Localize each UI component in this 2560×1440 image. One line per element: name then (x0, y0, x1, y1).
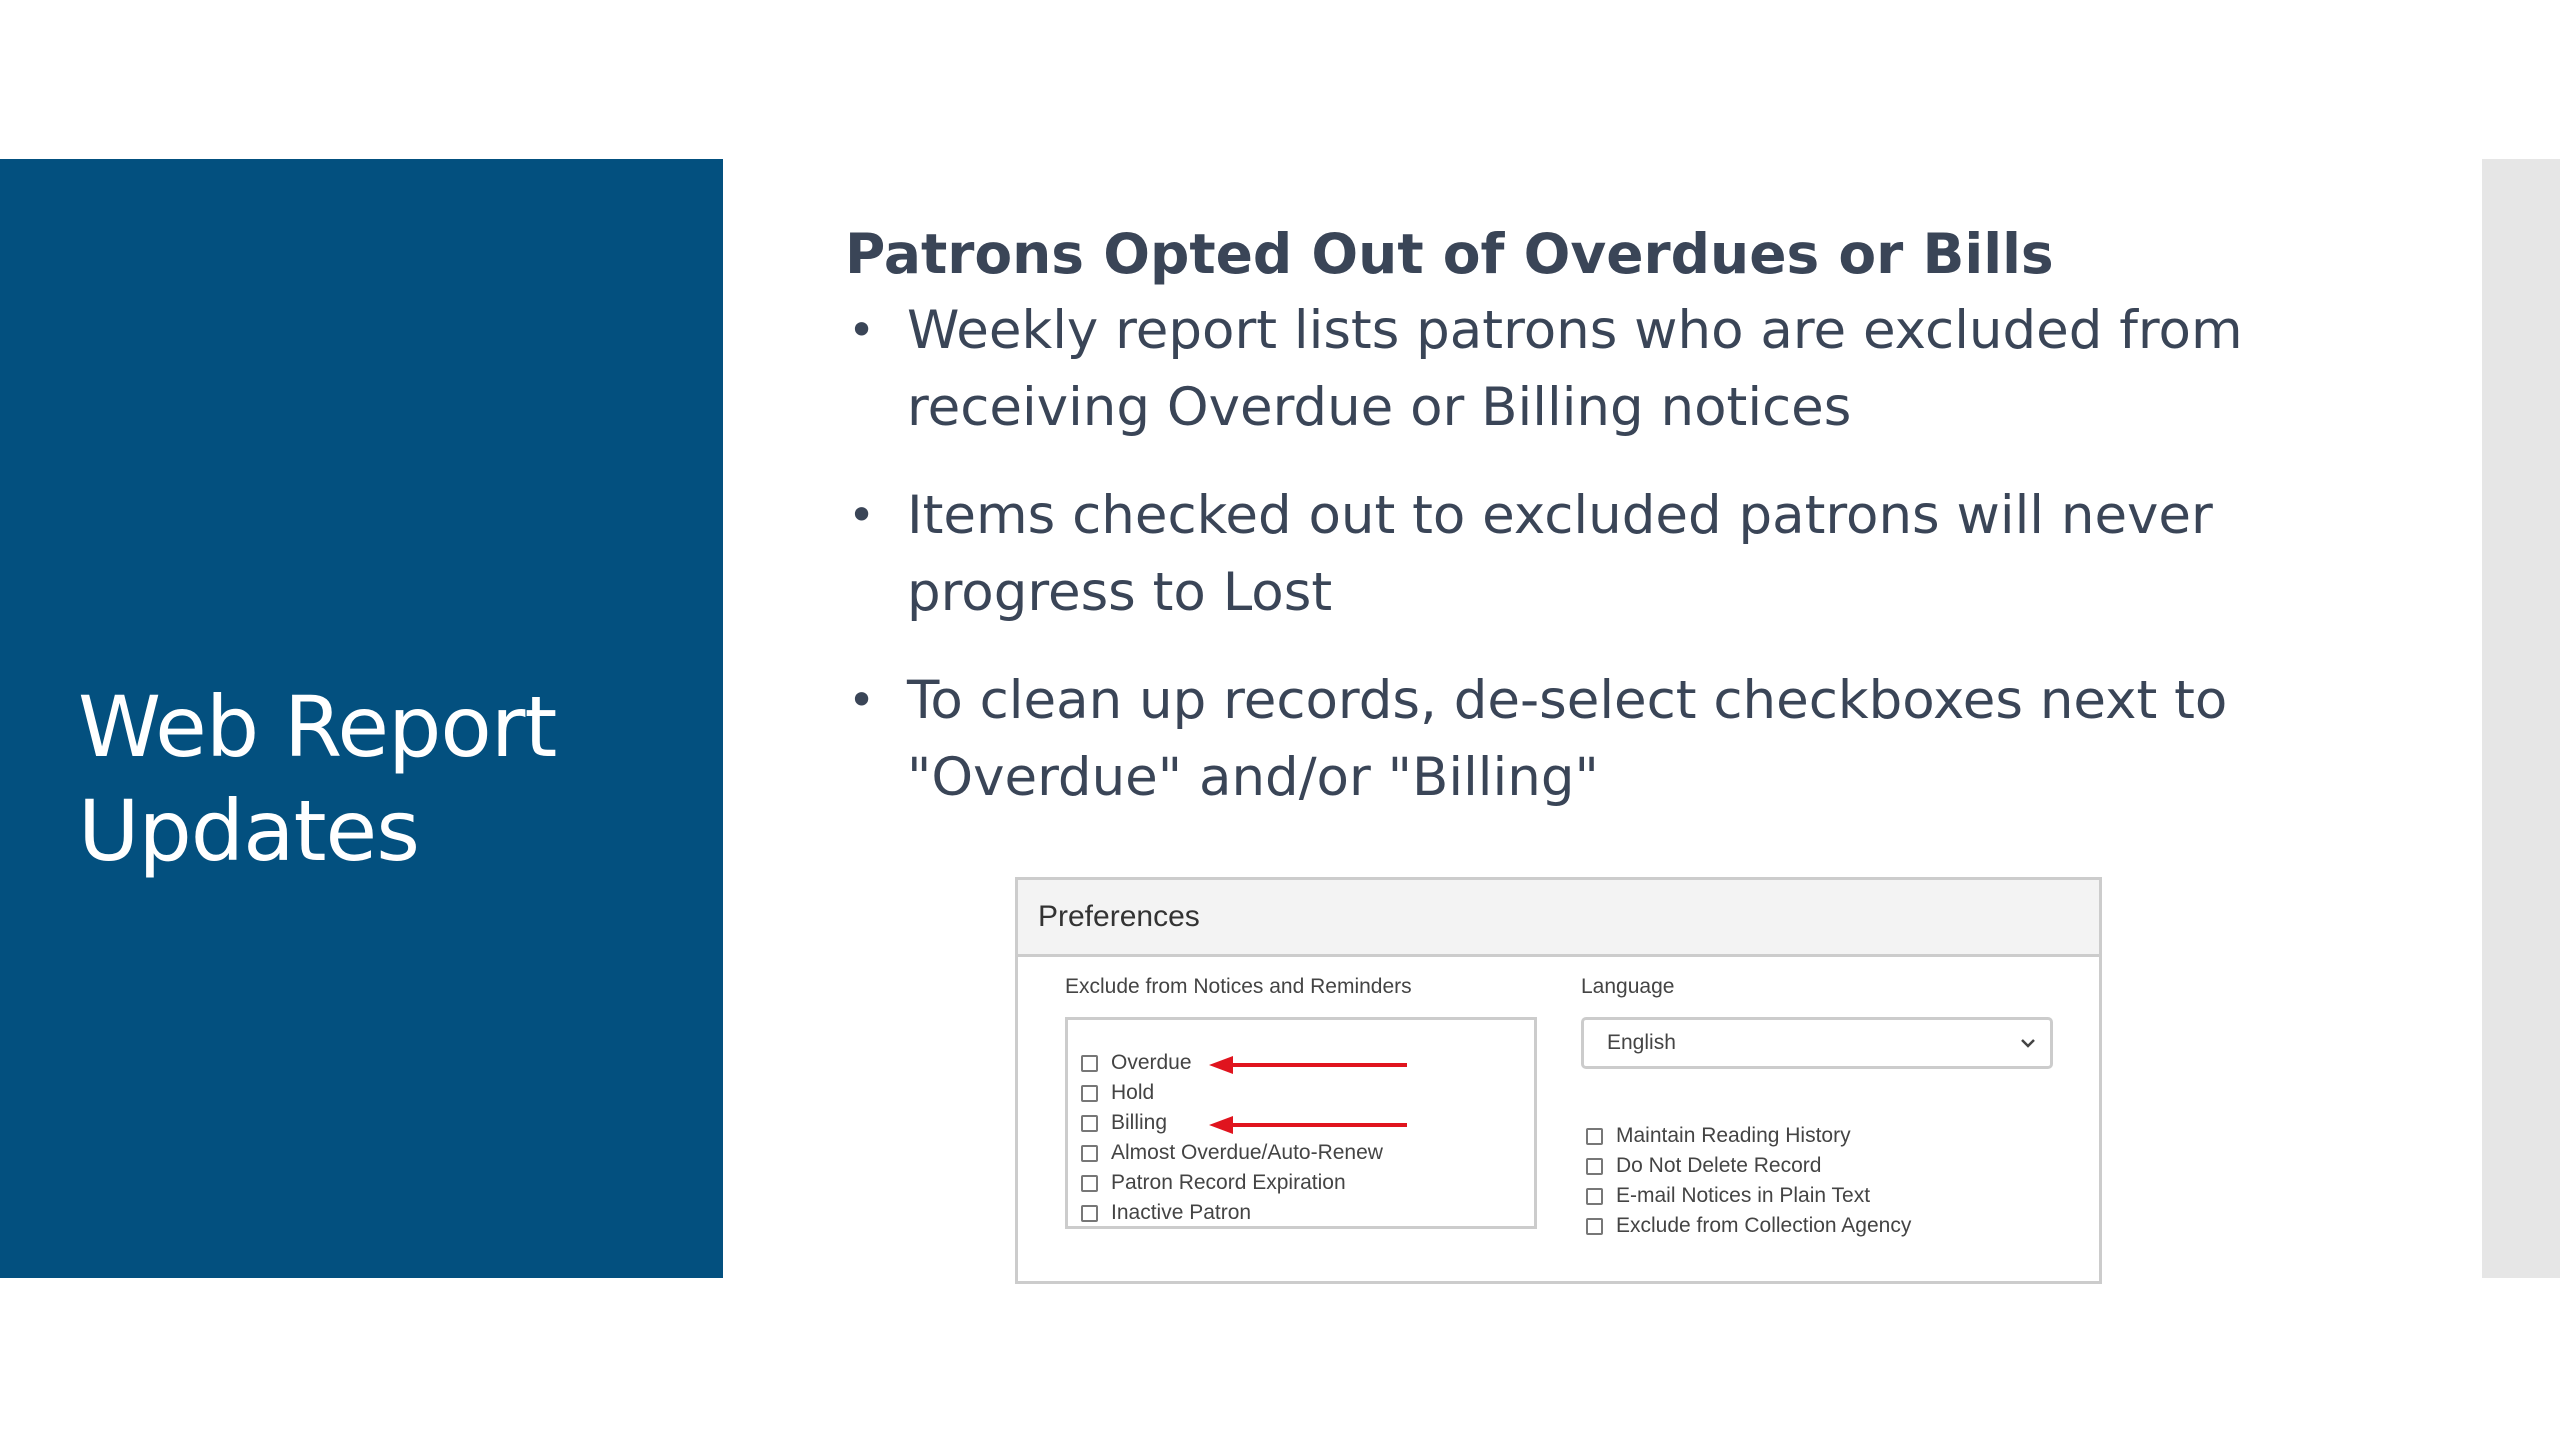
bullet-dot-icon: • (848, 673, 876, 727)
option-maintain-reading-history[interactable] (1586, 1121, 1911, 1151)
checkbox[interactable] (1586, 1188, 1603, 1205)
preferences-header (1018, 880, 2099, 957)
checkbox[interactable] (1081, 1205, 1098, 1222)
bullet-item (845, 292, 2285, 446)
checkbox[interactable] (1081, 1055, 1098, 1072)
bullet-dot-icon: • (848, 303, 876, 357)
red-arrow-icon (1209, 1113, 1409, 1137)
checkbox[interactable] (1081, 1175, 1098, 1192)
bullet-list (845, 292, 2285, 816)
checkbox[interactable] (1081, 1115, 1098, 1132)
language-label: Language (1581, 975, 1675, 998)
bullet-text: Items checked out to excluded patrons will never progress to Lost (907, 485, 2213, 623)
option-do-not-delete[interactable] (1586, 1151, 1911, 1181)
bullet-text: Weekly report lists patrons who are excluded from receiving Overdue or Billing notices (907, 300, 2243, 438)
preference-options (1586, 1121, 1911, 1241)
chevron-down-icon (2020, 1035, 2036, 1051)
bullet-item (845, 477, 2285, 631)
preferences-panel (1015, 877, 2102, 1284)
checkbox[interactable] (1081, 1145, 1098, 1162)
exclude-label: Exclude from Notices and Reminders (1065, 975, 1412, 998)
checkbox-label: Exclude from Collection Agency (1616, 1214, 1912, 1237)
preferences-title: Preferences (1038, 900, 1200, 933)
preferences-body (1018, 957, 2099, 1284)
bullet-dot-icon: • (848, 488, 876, 542)
exclude-option-hold[interactable] (1081, 1078, 1534, 1108)
checkbox-label: Patron Record Expiration (1111, 1171, 1346, 1194)
bullet-text: To clean up records, de-select checkboxes next to "Overdue" and/or "Billing" (907, 670, 2228, 808)
checkbox-label: Maintain Reading History (1616, 1124, 1851, 1147)
checkbox-label: Do Not Delete Record (1616, 1154, 1822, 1177)
checkbox[interactable] (1586, 1158, 1603, 1175)
checkbox-label: Billing (1111, 1111, 1168, 1134)
slide-heading: Patrons Opted Out of Overdues or Bills (845, 222, 2054, 286)
red-arrow-icon (1209, 1053, 1409, 1077)
option-exclude-collection-agency[interactable] (1586, 1211, 1911, 1241)
checkbox[interactable] (1586, 1218, 1603, 1235)
exclude-option-almost-overdue[interactable] (1081, 1138, 1534, 1168)
checkbox-label: Almost Overdue/Auto-Renew (1111, 1141, 1383, 1164)
checkbox-label: Inactive Patron (1111, 1201, 1252, 1224)
language-select[interactable] (1581, 1017, 2053, 1069)
language-value: English (1607, 1031, 1676, 1054)
slide-title: Web Report Updates (78, 678, 557, 880)
checkbox[interactable] (1586, 1128, 1603, 1145)
bullet-item (845, 662, 2285, 816)
exclude-option-inactive-patron[interactable] (1081, 1198, 1534, 1228)
checkbox-label: Overdue (1111, 1051, 1192, 1074)
exclude-option-record-expiration[interactable] (1081, 1168, 1534, 1198)
option-plain-text-email[interactable] (1586, 1181, 1911, 1211)
checkbox-label: Hold (1111, 1081, 1155, 1104)
side-strip (2482, 159, 2560, 1278)
checkbox[interactable] (1081, 1085, 1098, 1102)
checkbox-label: E-mail Notices in Plain Text (1616, 1184, 1871, 1207)
